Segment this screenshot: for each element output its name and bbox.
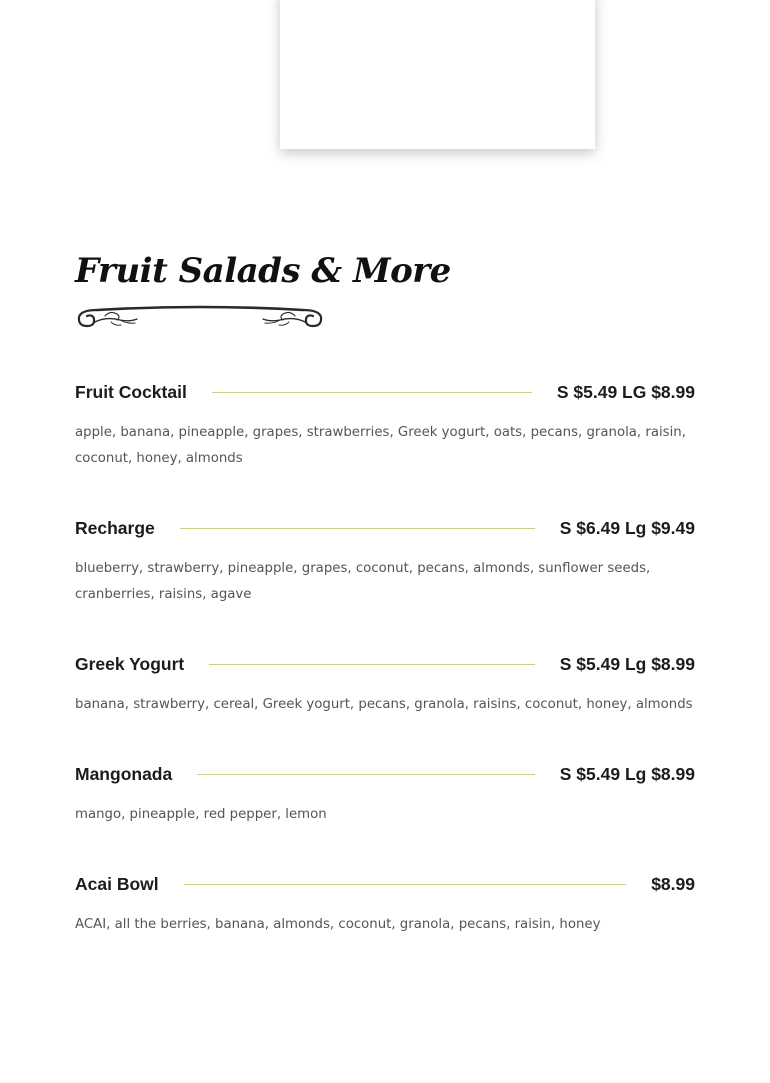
section-title: Fruit Salads & More	[75, 251, 451, 291]
item-description: ACAI, all the berries, banana, almonds, coconut, granola, pecans, raisin, honey	[75, 917, 601, 932]
item-header	[75, 650, 695, 678]
menu-section	[75, 248, 695, 330]
item-price: S $5.49 Lg $8.99	[559, 763, 695, 784]
item-description: banana, strawberry, cereal, Greek yogurt, pecans, granola, raisins, coconut, honey, almonds	[75, 697, 693, 712]
item-price: S $6.49 Lg $9.49	[559, 517, 695, 538]
leader-line	[209, 664, 535, 665]
menu-item-fruit-cocktail	[75, 378, 695, 472]
item-name: Fruit Cocktail	[75, 381, 187, 402]
menu-image-card	[280, 0, 595, 149]
menu-item-mangonada	[75, 760, 695, 828]
item-header	[75, 378, 695, 406]
item-header	[75, 760, 695, 788]
item-price: S $5.49 Lg $8.99	[559, 653, 695, 674]
menu-item-acai-bowl	[75, 870, 695, 938]
item-name: Acai Bowl	[75, 873, 159, 894]
item-price: $8.99	[651, 873, 695, 894]
item-description: mango, pineapple, red pepper, lemon	[75, 807, 327, 822]
item-description: blueberry, strawberry, pineapple, grapes, coconut, pecans, almonds, sunflower seeds, cranberries, raisins, agave	[75, 561, 651, 602]
item-name: Greek Yogurt	[75, 653, 185, 674]
item-description: apple, banana, pineapple, grapes, strawberries, Greek yogurt, oats, pecans, granola, raisin, coconut, honey, almonds	[75, 425, 686, 466]
item-name: Mangonada	[75, 763, 173, 784]
leader-line	[197, 774, 535, 775]
leader-line	[212, 392, 532, 393]
item-header	[75, 870, 695, 898]
item-price: S $5.49 LG $8.99	[556, 381, 695, 402]
ornamental-divider-icon	[75, 302, 325, 330]
item-name: Recharge	[75, 517, 155, 538]
menu-item-recharge	[75, 514, 695, 608]
leader-line	[184, 884, 627, 885]
menu-item-greek-yogurt	[75, 650, 695, 718]
leader-line	[180, 528, 535, 529]
item-header	[75, 514, 695, 542]
